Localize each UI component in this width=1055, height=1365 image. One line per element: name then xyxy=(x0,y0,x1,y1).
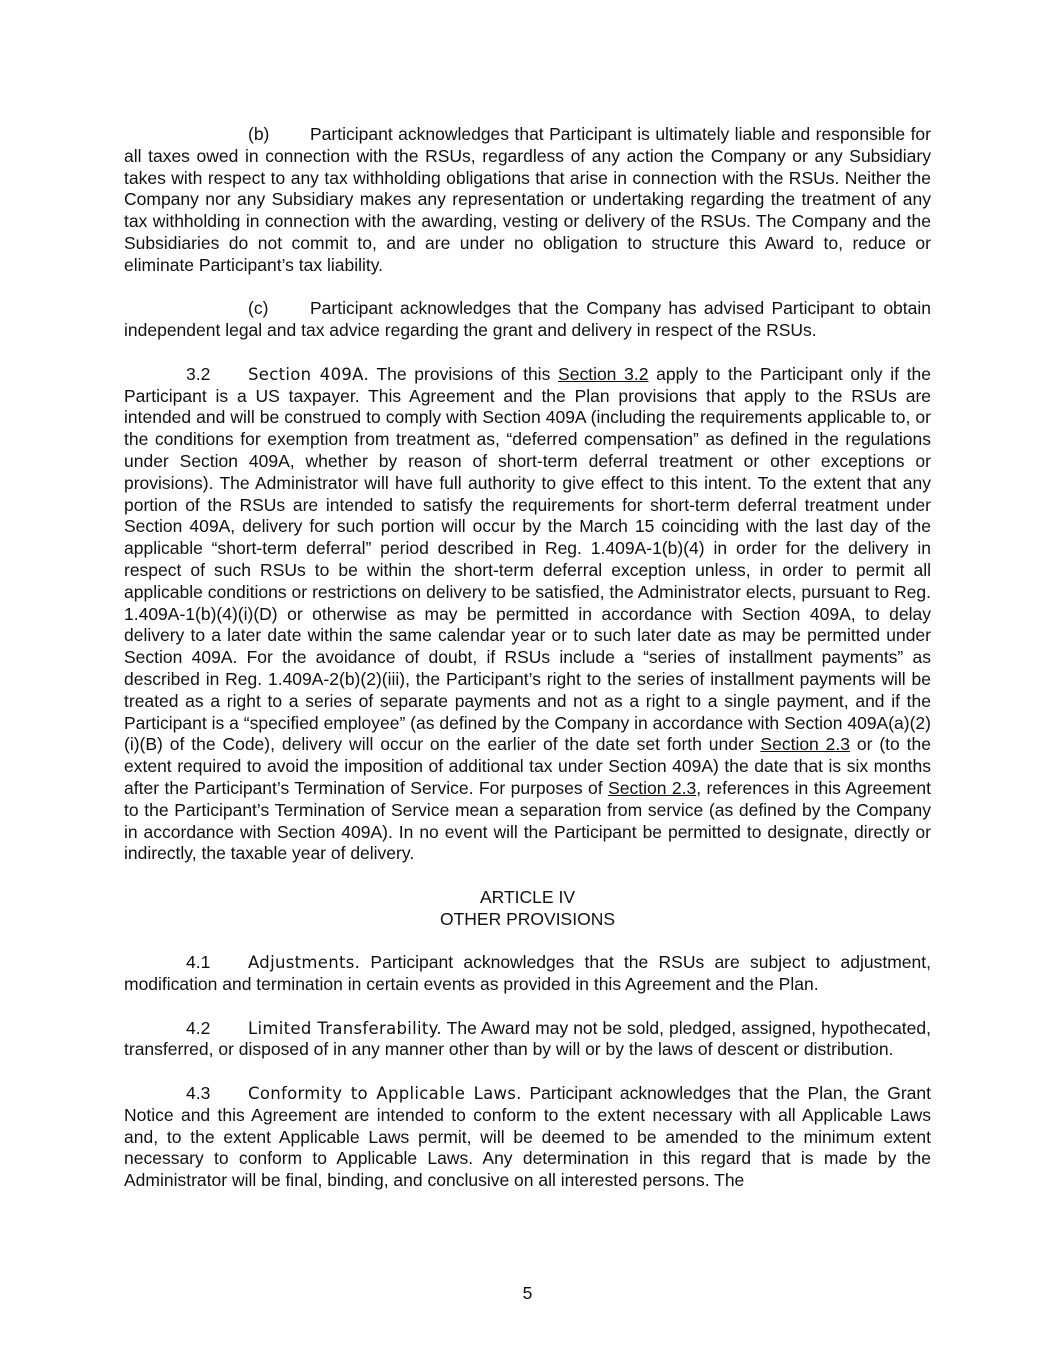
paragraph-text: Participant acknowledges that Participant is ultimately liable and responsible for all taxes owed in connection with the RSUs, regardless of any action the Company or any Subsidiary takes with respect to any tax withholding obligations that arise in connection with the RSUs. Neither the Company nor any Subsidiary makes any representation or undertaking regarding the treatment of any tax withholding in connection with the awarding, vesting or delivery of the RSUs. The Company and the Subsidiaries do not commit to, and are under no obligation to structure this Award to, reduce or eliminate Participant’s tax liability. xyxy=(124,124,931,275)
section-text: The provisions of this xyxy=(376,363,559,384)
section-4-3 xyxy=(124,1083,931,1192)
section-number: 4.3 xyxy=(186,1083,211,1104)
section-text: apply to the Participant only if the Participant is a US taxpayer. This Agreement and the Plan provisions that apply to the RSUs are intended and will be construed to comply with Section 409A (including the requirements applicable to, or the conditions for exemption from treatment as, “deferred compensation” as defined in the regulations under Section 409A, whether by reason of short-term deferral treatment or other exceptions or provisions). The Administrator will have full authority to give effect to this intent. To the extent that any portion of the RSUs are intended to satisfy the requirements for short-term deferral treatment under Section 409A, delivery for such portion will occur by the March 15 coinciding with the last day of the applicable “short-term deferral” period described in Reg. 1.409A-1(b)(4) in order for the delivery in respect of such RSUs to be within the short-term deferral exception unless, in order to permit all applicable conditions or restrictions on delivery to be satisfied, the Administrator elects, pursuant to Reg. 1.409A-1(b)(4)(i)(D) or otherwise as may be permitted in accordance with Section 409A, to delay delivery to a later date within the same calendar year or to such later date as may be permitted under Section 409A. For the avoidance of doubt, if RSUs include a “series of installment payments” as described in Reg. 1.409A-2(b)(2)(iii), the Participant’s right to the series of installment payments will be treated as a right to a series of separate payments and not as a right to a single payment, and if the Participant is a “specified employee” (as defined by the Company in accordance with Section 409A(a)(2)(i)(B) of the Code), delivery will occur on the earlier of the date set forth under xyxy=(124,363,932,755)
section-heading: Section 409A. xyxy=(248,364,370,384)
paragraph-label: (b) xyxy=(248,124,270,144)
section-text: , references in this Agreement to the Participant’s Termination of Service mean a separation from service (as defined by the Company in accordance with Section 409A). In no event will the Participant be permitted to designate, directly or indirectly, the taxable year of delivery. xyxy=(124,777,931,864)
paragraph-b xyxy=(124,124,931,277)
article-number: ARTICLE IV xyxy=(480,886,575,907)
article-heading xyxy=(124,887,931,931)
section-heading: Conformity to Applicable Laws. xyxy=(248,1084,522,1104)
body-text xyxy=(124,124,931,1214)
section-text: Participant acknowledges that the Plan, the Grant Notice and this Agreement are intended to conform to the extent necessary with all Applicable Laws and, to the extent Applicable Laws permit, will be deemed to be amended to the minimum extent necessary to conform to Applicable Laws. Any determination in this regard that is made by the Administrator will be final, binding, and conclusive on all interested persons. The xyxy=(124,1083,931,1191)
section-text: Participant acknowledges that the RSUs are subject to adjustment, modification and termination in certain events as provided in this Agreement and the Plan. xyxy=(124,952,931,995)
section-number: 4.1 xyxy=(186,952,211,973)
paragraph-label: (c) xyxy=(248,298,269,319)
section-number: 3.2 xyxy=(186,363,211,384)
section-number: 4.2 xyxy=(186,1017,211,1038)
section-4-1 xyxy=(124,952,931,996)
section-3-2 xyxy=(124,364,931,865)
section-text: The Award may not be sold, pledged, assigned, hypothecated, transferred, or disposed of in any manner other than by will or by the laws of descent or distribution. xyxy=(124,1017,932,1060)
section-reference: Section 3.2 xyxy=(558,363,649,384)
paragraph-c xyxy=(124,298,931,342)
section-heading: Adjustments. xyxy=(248,953,361,973)
paragraph-text: Participant acknowledges that the Company has advised Participant to obtain independent legal and tax advice regarding the grant and delivery in respect of the RSUs. xyxy=(124,298,931,341)
section-reference: Section 2.3 xyxy=(608,777,697,798)
section-reference: Section 2.3 xyxy=(760,734,851,755)
section-text: or (to the extent required to avoid the imposition of additional tax under Section 409A) the date that is six months after the Participant’s Termination of Service. For purposes of xyxy=(124,734,931,798)
page-number: 5 xyxy=(522,1283,533,1303)
section-4-2 xyxy=(124,1018,931,1062)
article-title: OTHER PROVISIONS xyxy=(439,908,616,929)
section-heading: Limited Transferability. xyxy=(248,1018,442,1038)
